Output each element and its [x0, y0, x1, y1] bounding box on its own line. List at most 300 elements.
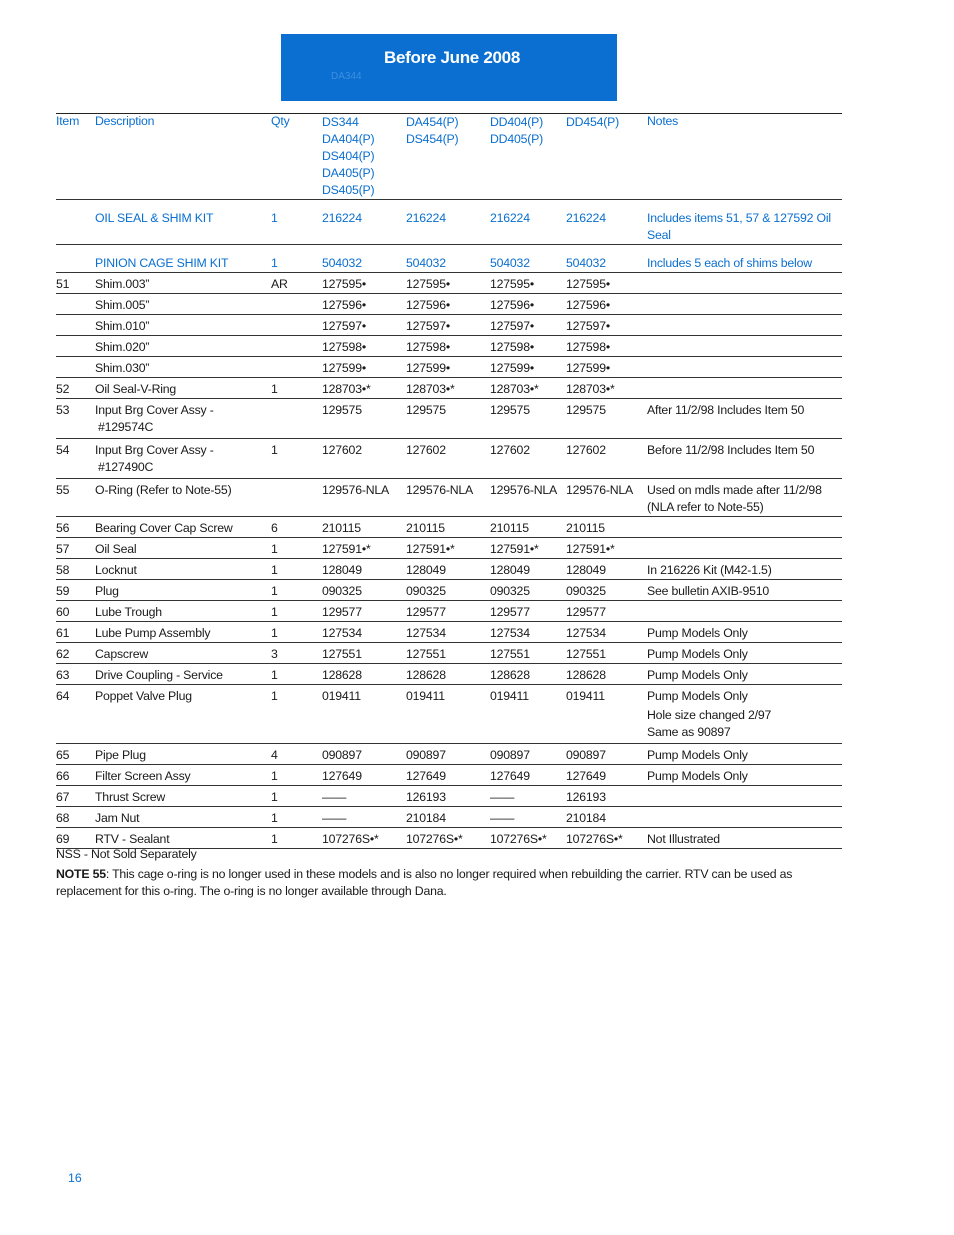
notes-cell-line: Includes 5 each of shims below	[647, 256, 812, 270]
table-row	[56, 479, 842, 517]
description-cell	[95, 357, 271, 378]
part-number-cell	[490, 685, 566, 744]
description-cell-line: OIL SEAL & SHIM KIT	[95, 211, 214, 225]
header-model: DS405(P)	[322, 183, 375, 197]
part-number-cell-line: 127534	[490, 626, 530, 640]
part-number-cell-line: 127602	[566, 443, 606, 457]
part-number-cell-line: 129577	[322, 605, 362, 619]
part-number-cell	[406, 685, 490, 744]
banner-ghost-text: DA344	[331, 71, 362, 82]
description-cell	[95, 601, 271, 622]
part-number-cell	[566, 357, 647, 378]
part-number-cell	[490, 559, 566, 580]
part-number-cell	[301, 538, 406, 559]
item-cell-line: 62	[56, 647, 70, 661]
description-cell-line: #129574C	[98, 420, 154, 434]
part-number-cell	[406, 399, 490, 439]
part-number-cell-line: 210115	[490, 521, 529, 535]
description-cell-line: PINION CAGE SHIM KIT	[95, 256, 229, 270]
notes-cell-line: Same as 90897	[647, 725, 731, 739]
notes-cell	[647, 538, 842, 559]
part-number-cell	[490, 622, 566, 643]
part-number-cell	[490, 664, 566, 685]
item-cell	[56, 685, 95, 744]
part-number-cell-line: 126193	[566, 790, 606, 804]
part-number-cell-line: 127551	[406, 647, 446, 661]
part-number-cell-line: 090325	[322, 584, 362, 598]
item-cell	[56, 439, 95, 479]
table-row	[56, 294, 842, 315]
qty-cell	[271, 786, 301, 807]
notes-cell	[647, 786, 842, 807]
item-cell-line: 57	[56, 542, 70, 556]
description-cell-line: Oil Seal-V-Ring	[95, 382, 177, 396]
part-number-cell	[301, 807, 406, 828]
description-cell-line: Plug	[95, 584, 119, 598]
part-number-cell-line: 216224	[406, 211, 446, 225]
part-number-cell-line: 019411	[490, 689, 529, 703]
part-number-cell-line: 504032	[566, 256, 606, 270]
part-number-cell-line: 127591•*	[490, 542, 539, 556]
item-cell	[56, 601, 95, 622]
part-number-cell-line: 129575	[490, 403, 530, 417]
part-number-cell	[301, 643, 406, 664]
part-number-cell	[566, 245, 647, 273]
part-number-cell-line: 129575	[322, 403, 362, 417]
description-cell-line: Oil Seal	[95, 542, 137, 556]
description-cell-line: Shim.010”	[95, 319, 150, 333]
part-number-cell-line: 129577	[406, 605, 446, 619]
header-model: DA405(P)	[322, 166, 375, 180]
part-number-cell	[406, 807, 490, 828]
qty-cell	[271, 399, 301, 439]
description-cell	[95, 294, 271, 315]
qty-cell	[271, 559, 301, 580]
qty-cell-line: 1	[271, 811, 278, 825]
part-number-cell-line: 090897	[566, 748, 606, 762]
part-number-cell	[406, 538, 490, 559]
part-number-cell-line: 107276S•*	[566, 832, 623, 846]
part-number-cell-line: 127602	[406, 443, 446, 457]
part-number-cell-line: 127649	[322, 769, 362, 783]
part-number-cell-line: 127597•	[490, 319, 534, 333]
part-number-cell-line: 127598•	[566, 340, 610, 354]
part-number-cell-line: 127595•	[566, 277, 610, 291]
part-number-cell	[566, 601, 647, 622]
description-cell-line: Jam Nut	[95, 811, 140, 825]
part-number-cell	[301, 622, 406, 643]
description-cell-line: Poppet Valve Plug	[95, 689, 192, 703]
item-cell	[56, 643, 95, 664]
part-number-cell-line: 107276S•*	[406, 832, 463, 846]
part-number-cell-line: 090325	[406, 584, 446, 598]
item-cell	[56, 336, 95, 357]
description-cell	[95, 245, 271, 273]
item-cell	[56, 245, 95, 273]
table-row	[56, 601, 842, 622]
header-model: DD454(P)	[566, 115, 620, 129]
part-number-cell	[406, 580, 490, 601]
description-cell	[95, 200, 271, 245]
item-cell-line: 58	[56, 563, 70, 577]
notes-cell-line: Pump Models Only	[647, 769, 748, 783]
part-number-cell-line: 127599•	[490, 361, 534, 375]
part-number-cell-line: 128628	[322, 668, 362, 682]
description-cell	[95, 643, 271, 664]
header-description: Description	[95, 114, 155, 128]
qty-cell	[271, 517, 301, 538]
part-number-cell-line: 127599•	[322, 361, 366, 375]
part-number-cell-line: 129576-NLA	[566, 483, 634, 497]
part-number-cell-line: 127599•	[406, 361, 450, 375]
description-cell-line: Pipe Plug	[95, 748, 146, 762]
part-number-cell	[301, 273, 406, 294]
part-number-cell-line: 210184	[566, 811, 606, 825]
part-number-cell-line: 126193	[406, 790, 446, 804]
part-number-cell-line: 127598•	[406, 340, 450, 354]
description-cell	[95, 479, 271, 517]
notes-cell	[647, 357, 842, 378]
part-number-cell-line: 129575	[566, 403, 606, 417]
header-model: DD405(P)	[490, 132, 544, 146]
notes-cell-line: Used on mdls made after 11/2/98	[647, 483, 822, 497]
description-cell	[95, 378, 271, 399]
item-cell	[56, 357, 95, 378]
item-cell	[56, 517, 95, 538]
description-cell	[95, 744, 271, 765]
part-number-cell-line: 127598•	[490, 340, 534, 354]
description-cell	[95, 538, 271, 559]
table-row	[56, 580, 842, 601]
item-cell	[56, 807, 95, 828]
part-number-cell-line: 090897	[322, 748, 362, 762]
table-row	[56, 765, 842, 786]
part-number-cell-line: 128628	[490, 668, 530, 682]
part-number-cell-line: 128703•*	[490, 382, 539, 396]
qty-cell-line: 1	[271, 626, 278, 640]
part-number-cell	[490, 744, 566, 765]
notes-cell	[647, 315, 842, 336]
description-cell-line: Bearing Cover Cap Screw	[95, 521, 233, 535]
part-number-cell	[490, 273, 566, 294]
qty-cell	[271, 601, 301, 622]
table-row	[56, 807, 842, 828]
part-number-cell	[490, 643, 566, 664]
part-number-cell-line: 127551	[566, 647, 606, 661]
table-body	[56, 200, 842, 849]
part-number-cell-line: 127649	[406, 769, 446, 783]
part-number-cell	[301, 378, 406, 399]
part-number-cell-line: 127597•	[322, 319, 366, 333]
part-number-cell-line: 128628	[406, 668, 446, 682]
item-cell	[56, 273, 95, 294]
notes-cell-line: Pump Models Only	[647, 748, 748, 762]
table-row	[56, 399, 842, 439]
header-model-group-2	[406, 114, 490, 200]
description-cell	[95, 559, 271, 580]
notes-cell	[647, 336, 842, 357]
part-number-cell	[301, 399, 406, 439]
part-number-cell-line: 019411	[322, 689, 361, 703]
part-number-cell-line: 127591•*	[322, 542, 371, 556]
qty-cell-line: 1	[271, 668, 278, 682]
part-number-cell	[490, 786, 566, 807]
header-model-group-1	[301, 114, 406, 200]
description-cell-line: Drive Coupling - Service	[95, 668, 223, 682]
part-number-cell	[406, 357, 490, 378]
notes-cell	[647, 685, 842, 744]
part-number-cell-line: 127534	[566, 626, 606, 640]
part-number-cell-line: 128628	[566, 668, 606, 682]
qty-cell	[271, 336, 301, 357]
part-number-cell	[490, 336, 566, 357]
part-number-cell-line: 127597•	[566, 319, 610, 333]
part-number-cell	[490, 439, 566, 479]
part-number-cell	[301, 357, 406, 378]
part-number-cell	[566, 559, 647, 580]
table-row	[56, 378, 842, 399]
description-cell-line: Filter Screen Assy	[95, 769, 191, 783]
part-number-cell-line: 127596•	[322, 298, 366, 312]
part-number-cell-line: 128049	[566, 563, 606, 577]
part-number-cell	[566, 399, 647, 439]
notes-cell	[647, 200, 842, 245]
part-number-cell-line: 216224	[490, 211, 530, 225]
item-cell	[56, 580, 95, 601]
description-cell	[95, 315, 271, 336]
part-number-cell	[566, 315, 647, 336]
notes-cell	[647, 273, 842, 294]
part-number-cell	[406, 601, 490, 622]
item-cell-line: 55	[56, 483, 70, 497]
note-label: NOTE 55	[56, 867, 106, 881]
item-cell-line: 54	[56, 443, 70, 457]
part-number-cell	[406, 786, 490, 807]
item-cell	[56, 315, 95, 336]
part-number-cell	[566, 786, 647, 807]
description-cell-line: Thrust Screw	[95, 790, 166, 804]
description-cell	[95, 517, 271, 538]
part-number-cell	[406, 479, 490, 517]
item-cell-line: 59	[56, 584, 70, 598]
notes-cell	[647, 744, 842, 765]
notes-cell	[647, 479, 842, 517]
part-number-cell-line: 504032	[490, 256, 530, 270]
qty-cell	[271, 245, 301, 273]
header-model: DS454(P)	[406, 132, 459, 146]
header-model: DS404(P)	[322, 149, 375, 163]
qty-cell-line: 1	[271, 605, 278, 619]
part-number-cell-line: ——	[322, 811, 347, 825]
notes-cell-line: Hole size changed 2/97	[647, 708, 772, 722]
part-number-cell	[301, 439, 406, 479]
notes-cell-line: (NLA refer to Note-55)	[647, 500, 764, 514]
qty-cell	[271, 273, 301, 294]
item-cell-line: 61	[56, 626, 70, 640]
part-number-cell	[566, 517, 647, 538]
item-cell	[56, 765, 95, 786]
notes-cell	[647, 559, 842, 580]
header-model-group-4	[566, 114, 647, 200]
item-cell-line: 64	[56, 689, 70, 703]
part-number-cell	[406, 200, 490, 245]
part-number-cell-line: 128049	[406, 563, 446, 577]
part-number-cell-line: 127602	[322, 443, 362, 457]
qty-cell	[271, 744, 301, 765]
nss-legend: NSS - Not Sold Separately	[56, 847, 197, 861]
part-number-cell	[301, 245, 406, 273]
part-number-cell-line: 127649	[566, 769, 606, 783]
qty-cell-line: 1	[271, 563, 278, 577]
notes-cell	[647, 245, 842, 273]
notes-cell	[647, 378, 842, 399]
item-cell	[56, 622, 95, 643]
table-row	[56, 685, 842, 744]
description-cell	[95, 685, 271, 744]
part-number-cell-line: 127551	[490, 647, 530, 661]
item-cell	[56, 378, 95, 399]
qty-cell-line: AR	[271, 277, 288, 291]
part-number-cell-line: 019411	[406, 689, 445, 703]
part-number-cell-line: 127597•	[406, 319, 450, 333]
description-cell	[95, 580, 271, 601]
part-number-cell-line: 129577	[566, 605, 606, 619]
description-cell-line: Capscrew	[95, 647, 149, 661]
part-number-cell-line: 128703•*	[322, 382, 371, 396]
part-number-cell-line: 090325	[490, 584, 530, 598]
part-number-cell	[566, 765, 647, 786]
part-number-cell	[406, 245, 490, 273]
notes-cell-line: Pump Models Only	[647, 647, 748, 661]
part-number-cell	[406, 622, 490, 643]
part-number-cell	[490, 807, 566, 828]
part-number-cell	[301, 765, 406, 786]
qty-cell	[271, 643, 301, 664]
description-cell	[95, 622, 271, 643]
description-cell-line: Shim.030”	[95, 361, 150, 375]
part-number-cell	[566, 664, 647, 685]
qty-cell	[271, 439, 301, 479]
notes-cell	[647, 664, 842, 685]
part-number-cell-line: 090897	[406, 748, 446, 762]
part-number-cell	[490, 315, 566, 336]
part-number-cell	[566, 294, 647, 315]
description-cell-line: Locknut	[95, 563, 137, 577]
part-number-cell	[406, 744, 490, 765]
item-cell	[56, 664, 95, 685]
header-model: DS344	[322, 115, 359, 129]
qty-cell-line: 1	[271, 790, 278, 804]
part-number-cell-line: 129576-NLA	[322, 483, 390, 497]
qty-cell	[271, 622, 301, 643]
page-number: 16	[68, 1171, 82, 1185]
part-number-cell	[566, 378, 647, 399]
qty-cell-line: 1	[271, 769, 278, 783]
part-number-cell	[301, 744, 406, 765]
part-number-cell-line: 216224	[566, 211, 606, 225]
item-cell-line: 52	[56, 382, 70, 396]
part-number-cell	[406, 294, 490, 315]
description-cell	[95, 765, 271, 786]
table-row	[56, 336, 842, 357]
part-number-cell-line: 090897	[490, 748, 530, 762]
item-cell-line: 53	[56, 403, 70, 417]
notes-cell-line: Pump Models Only	[647, 626, 748, 640]
part-number-cell-line: 127595•	[490, 277, 534, 291]
part-number-cell-line: 210184	[406, 811, 446, 825]
item-cell	[56, 744, 95, 765]
notes-cell-line: Pump Models Only	[647, 689, 748, 703]
part-number-cell-line: 129576-NLA	[406, 483, 474, 497]
header-model: DD404(P)	[490, 115, 544, 129]
description-cell-line: Shim.020”	[95, 340, 150, 354]
notes-cell	[647, 765, 842, 786]
description-cell	[95, 439, 271, 479]
table-row	[56, 439, 842, 479]
description-cell-line: #127490C	[98, 460, 154, 474]
item-cell	[56, 294, 95, 315]
description-cell-line: Lube Pump Assembly	[95, 626, 211, 640]
notes-cell	[647, 643, 842, 664]
part-number-cell	[406, 336, 490, 357]
part-number-cell-line: 129575	[406, 403, 446, 417]
notes-cell-line: Pump Models Only	[647, 668, 748, 682]
part-number-cell	[566, 479, 647, 517]
qty-cell-line: 1	[271, 256, 278, 270]
item-cell-line: 56	[56, 521, 70, 535]
part-number-cell-line: 128703•*	[406, 382, 455, 396]
notes-cell	[647, 807, 842, 828]
qty-cell	[271, 538, 301, 559]
part-number-cell	[566, 538, 647, 559]
part-number-cell	[406, 664, 490, 685]
part-number-cell	[406, 559, 490, 580]
part-number-cell	[566, 580, 647, 601]
item-cell	[56, 399, 95, 439]
part-number-cell	[566, 807, 647, 828]
description-cell	[95, 807, 271, 828]
qty-cell	[271, 378, 301, 399]
part-number-cell-line: ——	[490, 790, 515, 804]
notes-cell-line: In 216226 Kit (M42-1.5)	[647, 563, 772, 577]
part-number-cell-line: 107276S•*	[490, 832, 547, 846]
qty-cell	[271, 294, 301, 315]
part-number-cell-line: 210115	[566, 521, 605, 535]
item-cell-line: 69	[56, 832, 70, 846]
item-cell-line: 60	[56, 605, 70, 619]
part-number-cell	[490, 580, 566, 601]
description-cell-line: Shim.003”	[95, 277, 150, 291]
part-number-cell	[301, 517, 406, 538]
part-number-cell	[406, 273, 490, 294]
notes-cell	[647, 294, 842, 315]
part-number-cell-line: 129577	[490, 605, 530, 619]
part-number-cell-line: 210115	[406, 521, 445, 535]
part-number-cell	[490, 294, 566, 315]
description-cell	[95, 786, 271, 807]
header-qty: Qty	[271, 114, 290, 128]
qty-cell	[271, 479, 301, 517]
table-row	[56, 200, 842, 245]
item-cell	[56, 538, 95, 559]
part-number-cell-line: ——	[322, 790, 347, 804]
qty-cell-line: 1	[271, 832, 278, 846]
part-number-cell-line: 127596•	[490, 298, 534, 312]
qty-cell-line: 3	[271, 647, 278, 661]
part-number-cell-line: 127602	[490, 443, 530, 457]
table-row	[56, 744, 842, 765]
description-cell	[95, 664, 271, 685]
